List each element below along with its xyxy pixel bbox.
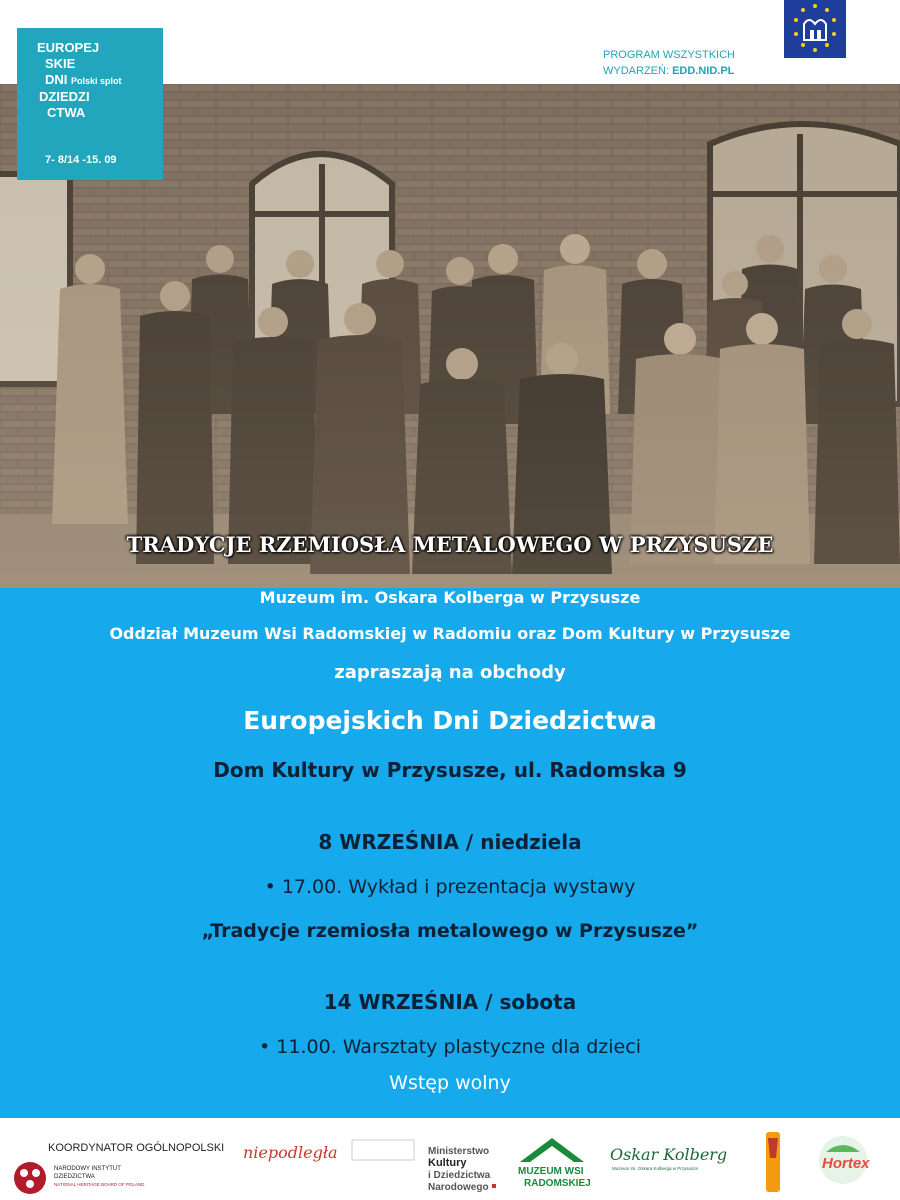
svg-text:Oskar Kolberg: Oskar Kolberg xyxy=(610,1145,728,1164)
event-badge xyxy=(17,28,163,180)
program-line-2-prefix: WYDARZEŃ: xyxy=(603,65,669,77)
event-name: Europejskich Dni Dziedzictwa xyxy=(243,706,657,735)
svg-text:Muzeum im. Oskara Kolberga w P: Muzeum im. Oskara Kolberga w Przysusze xyxy=(612,1166,699,1171)
program-info xyxy=(603,47,735,79)
badge-line-1: EUROPEJ xyxy=(37,40,100,55)
badge-line-5: CTWA xyxy=(47,105,86,120)
schedule-date-2: 14 WRZEŚNIA / sobota xyxy=(323,990,577,1014)
program-line-1: PROGRAM WSZYSTKICH xyxy=(603,49,736,61)
svg-text:i Dziedzictwa: i Dziedzictwa xyxy=(428,1170,491,1181)
svg-text:MUZEUM WSI: MUZEUM WSI xyxy=(518,1166,584,1177)
ministry-logo xyxy=(428,1146,496,1193)
sponsor-logos xyxy=(0,1118,900,1200)
schedule-item-2: • 11.00. Warsztaty plastyczne dla dzieci xyxy=(259,1036,641,1058)
badge-subtitle: Polski splot xyxy=(71,76,122,86)
photo-title: TRADYCJE RZEMIOSŁA METALOWEGO W PRZYSUSZE xyxy=(126,532,774,557)
svg-text:Narodowego: Narodowego xyxy=(428,1182,489,1193)
organizer-1: Muzeum im. Oskara Kolberga w Przysusze xyxy=(259,588,641,607)
organizer-2: Oddział Muzeum Wsi Radomskiej w Radomiu oraz Dom Kultury w Przysusze xyxy=(109,624,791,643)
schedule-item-1: • 17.00. Wykład i prezentacja wystawy xyxy=(264,876,636,898)
nid-line-1: NARODOWY INSTYTUT xyxy=(54,1166,121,1172)
badge-dates: 7- 8/14 -15. 09 xyxy=(45,154,117,166)
badge-line-3: DNI xyxy=(45,72,68,87)
niepodlegla-logo xyxy=(243,1140,414,1162)
nid-line-3: NATIONAL HERITAGE BOARD OF POLAND xyxy=(54,1182,145,1187)
nid-logo xyxy=(14,1162,145,1194)
invite-text: zapraszają na obchody xyxy=(334,662,566,683)
przysucha-emblem xyxy=(766,1132,780,1192)
eu-heritage-logo xyxy=(784,0,846,58)
free-entry: Wstęp wolny xyxy=(389,1072,511,1094)
badge-line-4: DZIEDZI xyxy=(39,89,90,104)
hortex-logo xyxy=(819,1136,870,1184)
coordinator-label: KOORDYNATOR OGÓLNOPOLSKI xyxy=(48,1142,225,1154)
venue: Dom Kultury w Przysusze, ul. Radomska 9 xyxy=(213,758,687,782)
nid-line-2: DZIEDZICTWA xyxy=(54,1174,95,1180)
muzeum-wsi-logo xyxy=(518,1138,591,1189)
svg-text:niepodległa: niepodległa xyxy=(243,1143,338,1162)
event-info-panel xyxy=(0,588,900,1118)
svg-text:Kultury: Kultury xyxy=(428,1157,467,1169)
schedule-date-1: 8 WRZEŚNIA / niedziela xyxy=(318,830,582,854)
svg-text:Hortex: Hortex xyxy=(822,1155,870,1172)
badge-line-2: SKIE xyxy=(45,56,76,71)
program-link[interactable]: EDD.NID.PL xyxy=(672,65,735,77)
svg-text:RADOMSKIEJ: RADOMSKIEJ xyxy=(524,1178,591,1189)
kolberg-museum-logo xyxy=(610,1145,727,1171)
schedule-detail-1: „Tradycje rzemiosła metalowego w Przysusze” xyxy=(201,920,699,942)
svg-text:Ministerstwo: Ministerstwo xyxy=(428,1146,490,1157)
